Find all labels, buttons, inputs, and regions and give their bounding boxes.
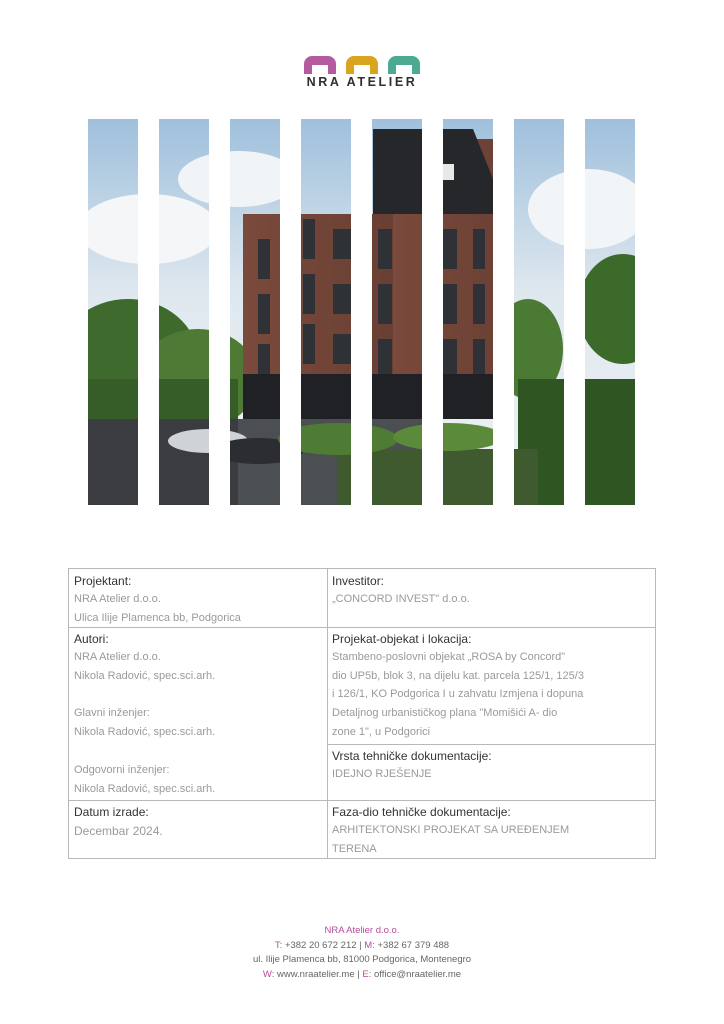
investitor-cell: [327, 569, 655, 627]
image-strip: [159, 119, 209, 505]
vrsta-value: IDEJNO RJEŠENJE: [332, 768, 432, 780]
phone-value[interactable]: +382 20 672 212: [284, 939, 357, 951]
glavni-inzenjer-label: Glavni inženjer:: [74, 707, 150, 720]
projekat-line: i 126/1, KO Podgorica I u zahvatu Izmjena i dopuna: [332, 688, 584, 701]
autori-label: Autori:: [74, 632, 109, 646]
image-strip: [88, 119, 138, 505]
investitor-value: „CONCORD INVEST" d.o.o.: [332, 593, 470, 605]
footer-phones: [0, 939, 724, 954]
image-strip: [301, 119, 351, 505]
image-strip: [372, 119, 422, 505]
footer-web-email: [0, 968, 724, 983]
web-key: W:: [262, 968, 275, 980]
projekat-label: Projekat-objekat i lokacija:: [332, 632, 472, 646]
datum-value: Decembar 2024.: [74, 824, 163, 838]
project-info-table: [68, 568, 656, 859]
footer-address: ul. Ilije Plamenca bb, 81000 Podgorica, Montenegro: [252, 954, 472, 965]
vrsta-cell: [327, 744, 655, 800]
investitor-label: Investitor:: [332, 574, 385, 588]
footer-contact: [0, 924, 724, 982]
projekat-line: Stambeno-poslovni objekat „ROSA by Concord": [332, 651, 566, 663]
faza-line: TERENA: [332, 842, 377, 855]
datum-cell: [69, 800, 327, 858]
datum-label: Datum izrade:: [74, 805, 149, 819]
projektant-address: Ulica Ilije Plamenca bb, Podgorica: [74, 611, 241, 624]
glavni-inzenjer-value: Nikola Radović, spec.sci.arh.: [74, 726, 216, 739]
autori-cell: [69, 627, 327, 800]
image-strip: [443, 119, 493, 505]
projekat-line: Detaljnog urbanističkog plana "Momišići A- dio: [332, 707, 558, 720]
autori-company: NRA Atelier d.o.o.: [74, 651, 161, 663]
image-strip: [230, 119, 280, 505]
mobile-value[interactable]: +382 67 379 488: [377, 939, 450, 951]
faza-label: Faza-dio tehničke dokumentacije:: [332, 805, 511, 819]
projektant-label: Projektant:: [74, 574, 132, 588]
image-strip: [514, 119, 564, 505]
projekat-line: dio UP5b, blok 3, na dijelu kat. parcela 125/1, 125/3: [332, 669, 584, 682]
projekat-cell: [327, 627, 655, 744]
phone-key: T:: [274, 939, 283, 951]
faza-line: ARHITEKTONSKI PROJEKAT SA UREĐENJEM: [332, 824, 570, 836]
odgovorni-inzenjer-value: Nikola Radović, spec.sci.arh.: [74, 782, 216, 795]
vrsta-label: Vrsta tehničke dokumentacije:: [332, 749, 492, 763]
company-logo: [302, 56, 422, 92]
logo-text: NRA ATELIER: [306, 75, 418, 89]
separator: |: [357, 968, 360, 980]
mobile-key: M:: [364, 939, 375, 951]
email-link[interactable]: office@nraatelier.me: [373, 968, 462, 980]
building-render-image: [88, 119, 636, 505]
web-link[interactable]: www.nraatelier.me: [276, 968, 355, 980]
faza-cell: [327, 800, 655, 858]
autori-person: Nikola Radović, spec.sci.arh.: [74, 669, 216, 682]
separator: |: [359, 939, 362, 951]
projekat-line: zone 1", u Podgorici: [332, 725, 431, 738]
email-key: E:: [362, 968, 372, 980]
odgovorni-inzenjer-label: Odgovorni inženjer:: [74, 763, 170, 776]
image-strip: [585, 119, 635, 505]
projektant-company: NRA Atelier d.o.o.: [74, 593, 161, 605]
projektant-cell: [69, 569, 327, 627]
footer-company: NRA Atelier d.o.o.: [324, 925, 400, 936]
logo-arches-icon: [302, 56, 422, 74]
